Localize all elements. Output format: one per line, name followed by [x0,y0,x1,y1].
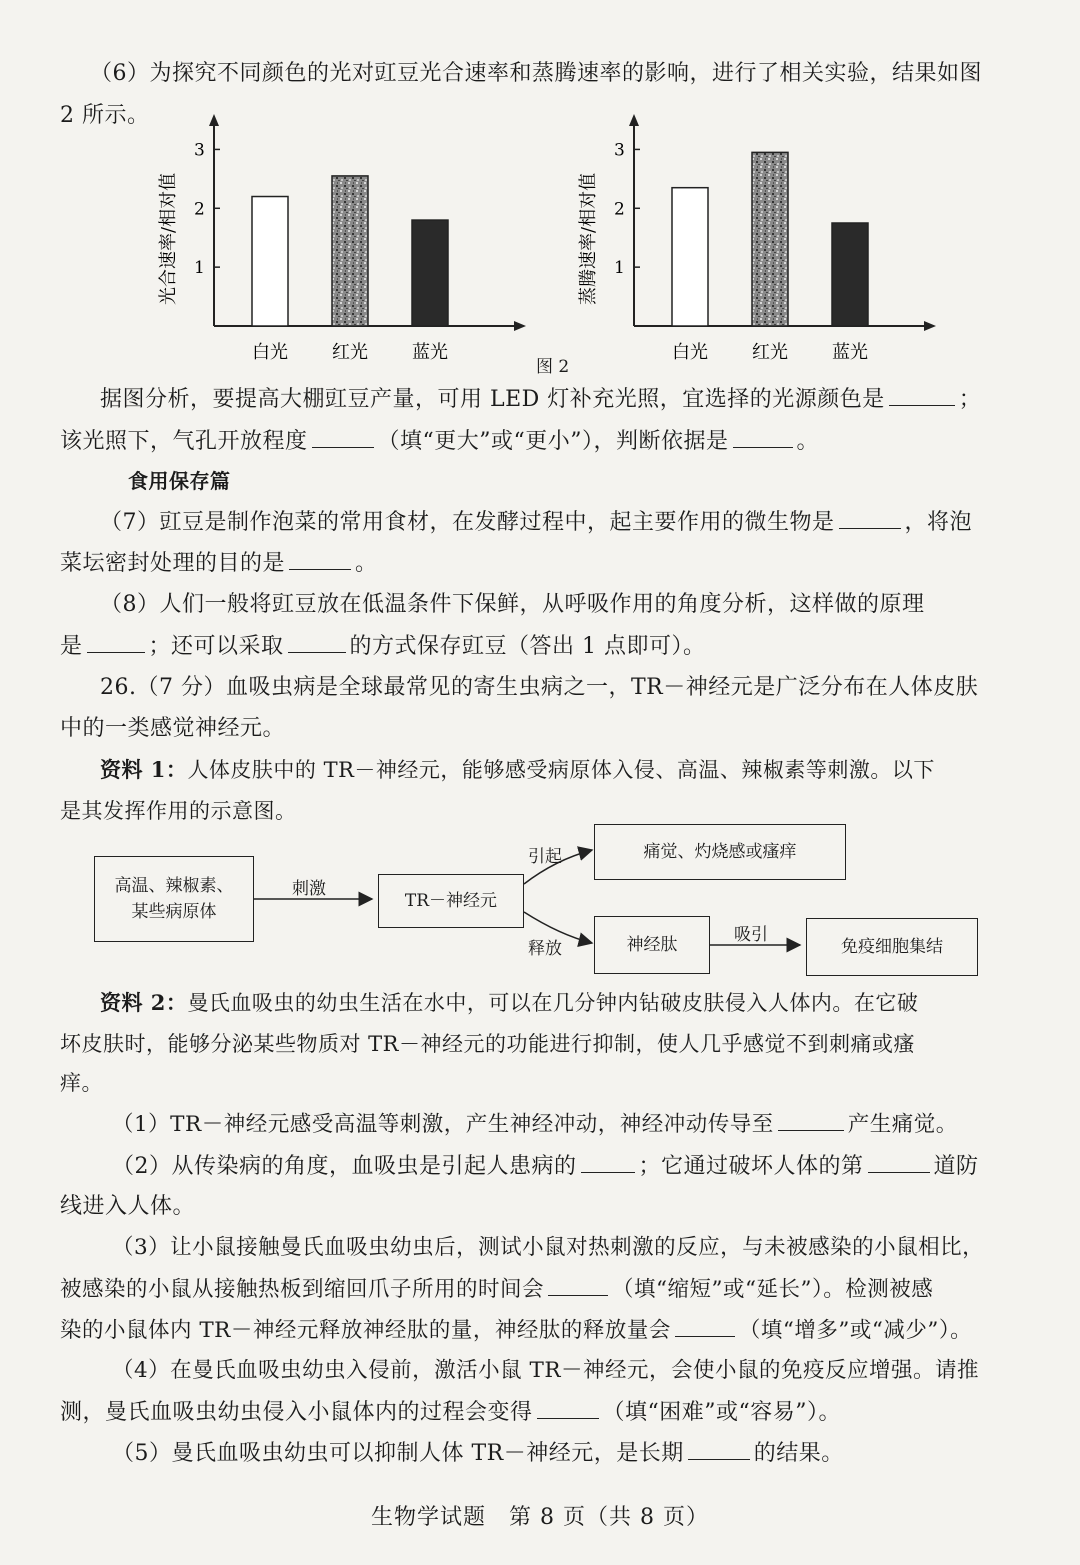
chart1-category-1: 红光 [752,342,788,363]
q25-6-after-line2-text: 该光照下，气孔开放程度 [60,429,308,454]
edge-label-attract: 吸引 [734,925,768,945]
peptide-box [594,916,710,974]
immune-box [806,918,978,976]
tr-neuron-text: TR－神经元 [404,891,498,911]
q26-5 [112,1437,844,1470]
material-1-label: 资料 1： [100,757,188,782]
chart1-category-0: 白光 [672,342,708,363]
edge-label-release: 释放 [528,939,562,959]
q25-7-line2-end: 。 [355,551,378,576]
q26-3-line2 [60,1273,933,1306]
q26-2-line2: 线进入人体。 [60,1194,196,1219]
q26-2-mid: ；它通过破坏人体的第 [638,1154,864,1179]
answer-blank-peptide-amount[interactable] [675,1314,735,1337]
chart0-ytick-label-1: 2 [194,199,205,220]
q25-8-line2-mid: ；还可以采取 [148,634,284,659]
q25-6-line2: 2 所示。 [60,103,150,128]
q26-intro-line2: 中的一类感觉神经元。 [60,716,286,741]
q26-1-end: 产生痛觉。 [847,1112,958,1137]
q26-4-line1: （4）在曼氏血吸虫幼虫入侵前，激活小鼠 TR－神经元，会使小鼠的免疫反应增强。请推 [112,1358,980,1383]
chart0-category-0: 白光 [252,342,288,363]
page-footer: 生物学试题 第 8 页（共 8 页） [371,1505,709,1530]
answer-blank-defense-line[interactable] [868,1150,930,1173]
section-title: 食用保存篇 [128,469,231,493]
stimulus-box [94,856,254,942]
chart0-category-2: 蓝光 [412,342,448,363]
material-2-line1 [100,987,918,1019]
sensation-text: 痛觉、灼烧感或瘙痒 [643,842,797,862]
chart0-ytick-label-2: 3 [194,140,205,161]
q26-4-line2 [60,1396,841,1429]
q25-6-line1: （6）为探究不同颜色的光对豇豆光合速率和蒸腾速率的影响，进行了相关实验，结果如图 [90,61,983,86]
chart1-ytick-label-0: 1 [614,258,625,279]
answer-blank-reaction-time[interactable] [548,1273,608,1296]
answer-blank-pathogen[interactable] [581,1150,635,1173]
stimulus-line1: 高温、辣椒素、 [114,876,234,896]
q26-3-line3-end: （填“增多”或“减少”）。 [738,1318,973,1343]
q26-4-line2-end: （填“困难”或“容易”）。 [602,1400,842,1425]
chart1-y-label: 蒸腾速率/相对值 [578,172,599,305]
q26-5-text: （5）曼氏血吸虫幼虫可以抑制人体 TR－神经元，是长期 [112,1441,684,1466]
answer-blank-evolution[interactable] [688,1437,750,1460]
material-2-line3: 痒。 [60,1071,103,1095]
figure-caption: 图 2 [536,357,570,377]
q25-8-line1: （8）人们一般将豇豆放在低温条件下保鲜，从呼吸作用的角度分析，这样做的原理 [100,592,925,617]
q26-2-text: （2）从传染病的角度，血吸虫是引起人患病的 [112,1154,577,1179]
material-2-text: 曼氏血吸虫的幼虫生活在水中，可以在几分钟内钻破皮肤侵入人体内。在它破 [187,991,919,1015]
material-2-line2: 坏皮肤时，能够分泌某些物质对 TR－神经元的功能进行抑制，使人几乎感觉不到刺痛或瘙 [60,1032,915,1056]
tr-neuron-box [378,874,524,928]
q26-2-line1 [112,1150,979,1183]
chart0-ytick-label-0: 1 [194,258,205,279]
q26-3-line3 [60,1314,972,1347]
q25-8-line2-start: 是 [60,634,83,659]
chart0-category-1: 红光 [332,342,368,363]
q25-8-line2-end: 的方式保存豇豆（答出 1 点即可）。 [349,634,706,659]
answer-blank-pain-center[interactable] [778,1108,844,1131]
sensation-box [594,824,846,880]
q26-2-end: 道防 [933,1154,979,1179]
q26-5-end: 的结果。 [753,1441,844,1466]
q26-3-line1: （3）让小鼠接触曼氏血吸虫幼虫后，测试小鼠对热刺激的反应，与未被感染的小鼠相比， [112,1235,985,1260]
chart1-ytick-label-1: 2 [614,199,625,220]
stimulus-line2: 某些病原体 [131,902,217,922]
peptide-text: 神经肽 [626,935,678,955]
material-1-text: 人体皮肤中的 TR－神经元，能够感受病原体入侵、高温、辣椒素等刺激。以下 [187,758,935,782]
q25-7-line1-end: ，将泡 [904,510,973,535]
material-1-line2: 是其发挥作用的示意图。 [60,799,297,823]
q25-6-after-line1-text: 据图分析，要提高大棚豇豆产量，可用 LED 灯补充光照，宜选择的光源颜色是 [100,387,885,412]
q26-3-line2-end: （填“缩短”或“延长”）。检测被感 [612,1277,934,1302]
q26-intro-line1: 26.（7 分）血吸虫病是全球最常见的寄生虫病之一，TR－神经元是广泛分布在人体皮肤 [100,675,979,700]
edge-label-cause: 引起 [528,847,562,867]
q26-3-line3-text: 染的小鼠体内 TR－神经元释放神经肽的量，神经肽的释放量会 [60,1318,671,1343]
q26-4-line2-text: 测，曼氏血吸虫幼虫侵入小鼠体内的过程会变得 [60,1400,533,1425]
material-2-label: 资料 2： [100,990,188,1015]
answer-blank-invasion[interactable] [537,1396,599,1419]
q26-1 [112,1108,958,1141]
q25-6-after-line2-end: 。 [796,429,820,454]
chart1-category-2: 蓝光 [832,342,868,363]
chart0-y-label: 光合速率/相对值 [158,172,179,305]
immune-text: 免疫细胞集结 [841,937,943,957]
q25-7-line1-text: （7）豇豆是制作泡菜的常用食材，在发酵过程中，起主要作用的微生物是 [100,510,835,535]
edge-label-stimulate: 刺激 [292,879,326,899]
q26-1-text: （1）TR－神经元感受高温等刺激，产生神经冲动，神经冲动传导至 [112,1112,774,1137]
chart1-ytick-label-2: 3 [614,140,625,161]
q25-6-after-line1-end: ； [958,387,982,412]
q26-3-line2-text: 被感染的小鼠从接触热板到缩回爪子所用的时间会 [60,1277,545,1302]
q25-7-line2-text: 菜坛密封处理的目的是 [60,551,286,576]
q25-6-after-line2-mid: （填“更大”或“更小”），判断依据是 [377,429,729,454]
